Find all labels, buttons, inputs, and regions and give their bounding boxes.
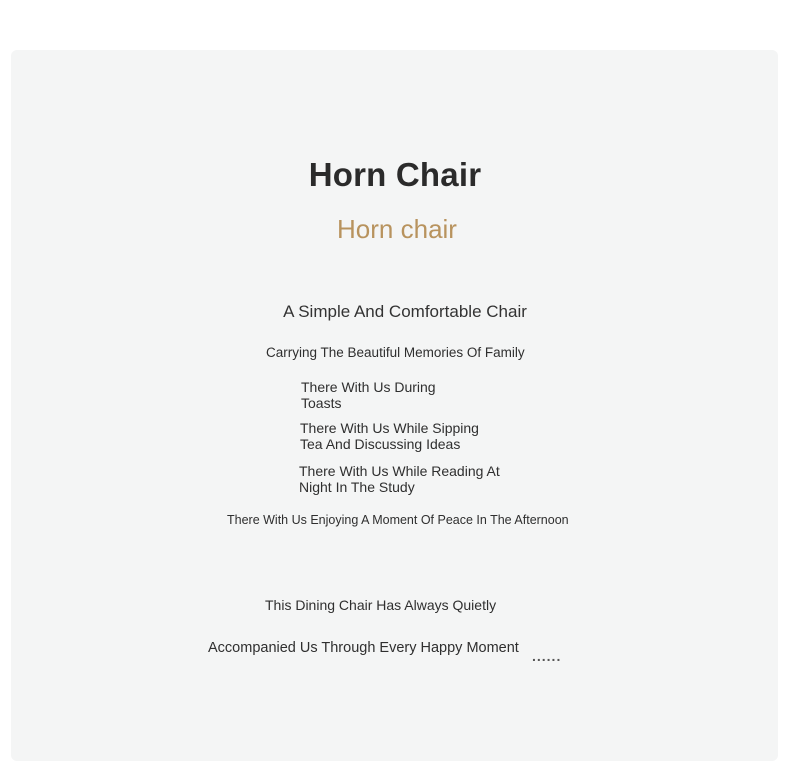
- text-line-family-memories: Carrying The Beautiful Memories Of Family: [266, 345, 525, 360]
- text-line-happy-moment: Accompanied Us Through Every Happy Moment: [208, 640, 519, 656]
- page-title: Horn Chair: [308, 156, 482, 193]
- text-line-toasts: There With Us During Toasts: [301, 379, 436, 411]
- slogan: A Simple And Comfortable Chair: [283, 302, 527, 321]
- text-line-dining-chair: This Dining Chair Has Always Quietly: [265, 597, 497, 613]
- page-subtitle: Horn chair: [337, 214, 457, 244]
- ellipsis-dots: ......: [532, 648, 562, 664]
- text-line-reading: There With Us While Reading At Night In The Study: [299, 463, 500, 495]
- text-line-tea: There With Us While Sipping Tea And Discussing Ideas: [300, 420, 479, 452]
- text-line-afternoon: There With Us Enjoying A Moment Of Peace In The Afternoon: [227, 513, 569, 527]
